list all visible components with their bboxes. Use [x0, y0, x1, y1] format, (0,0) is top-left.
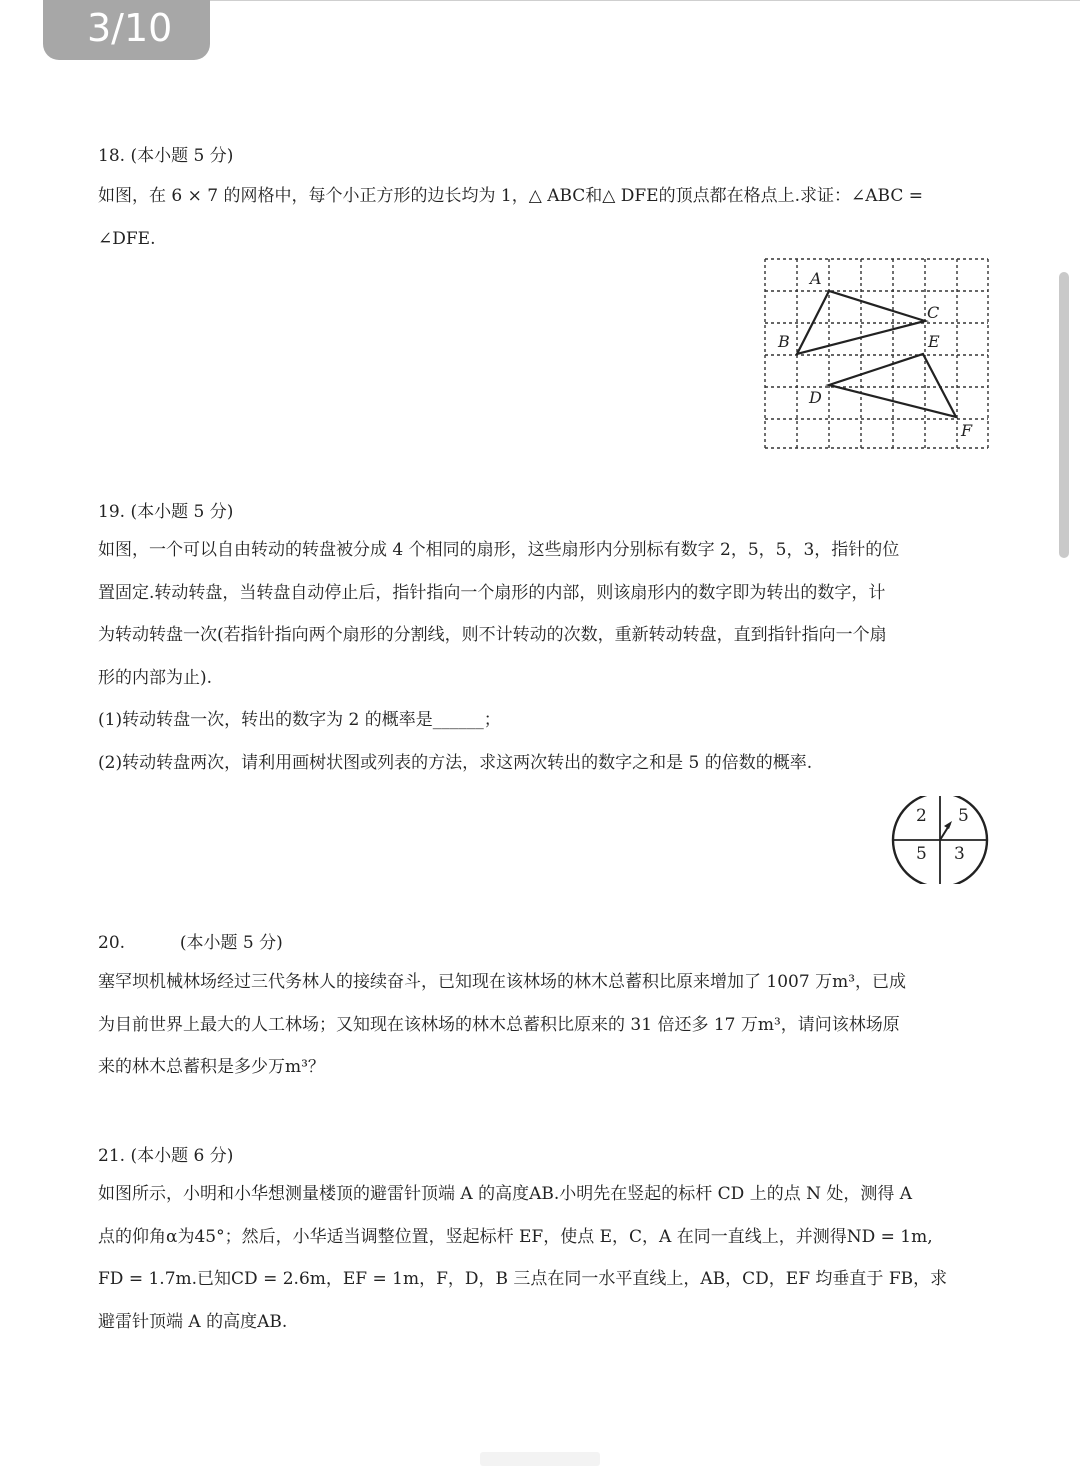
q20-number: 20.: [98, 933, 126, 953]
label-B: B: [778, 332, 790, 351]
q19-line: 置固定.转动转盘，当转盘自动停止后，指针指向一个扇形的内部，则该扇形内的数字即为转出的数字，计: [98, 582, 886, 603]
label-A: A: [810, 269, 822, 288]
q19-body: [98, 529, 984, 784]
label-D: D: [809, 388, 822, 407]
q20-heading: [98, 928, 283, 953]
q21-line: FD = 1.7m.已知CD = 2.6m，EF = 1m，F，D，B 三点在同一水平直线上，AB，CD，EF 均垂直于 FB，求: [98, 1269, 948, 1289]
q19-heading: 19. (本小题 5 分): [98, 502, 234, 522]
q19-line: 为转动转盘一次(若指针指向两个扇形的分割线，则不计转动的次数，重新转动转盘，直到指针指向一个扇: [98, 625, 887, 645]
top-divider: [210, 0, 1080, 1]
q20-body: [98, 961, 984, 1089]
q19-part1: (1)转动转盘一次，转出的数字为 2 的概率是______；: [98, 710, 501, 730]
scrollbar-thumb[interactable]: [1059, 272, 1069, 558]
label-F: F: [961, 421, 973, 440]
q21-line: 避雷针顶端 A 的高度AB.: [98, 1311, 288, 1332]
sector-number: 3: [954, 844, 965, 864]
q19-spinner-figure: [888, 796, 994, 884]
label-C: C: [927, 303, 940, 322]
q20-score: (本小题 5 分): [179, 933, 283, 953]
sector-number: 2: [916, 806, 927, 826]
q19-line: 如图，一个可以自由转动的转盘被分成 4 个相同的扇形，这些扇形内分别标有数字 2，5，5，3，指针的位: [98, 540, 900, 560]
sector-number: 5: [916, 844, 927, 864]
q18-body: [98, 175, 984, 260]
watermark-smudge: [480, 1452, 600, 1466]
q19-line: 形的内部为止).: [98, 667, 213, 688]
q20-line: 塞罕坝机械林场经过三代务林人的接续奋斗，已知现在该林场的林木总蓄积比原来增加了 1007 万m³，已成: [98, 972, 907, 992]
q21-line: 如图所示，小明和小华想测量楼顶的避雷针顶端 A 的高度AB.小明先在竖起的标杆 CD 上的点 N 处，测得 A: [98, 1184, 913, 1204]
q18-grid-figure: [760, 255, 1000, 455]
q21-line: 点的仰角α为45°；然后，小华适当调整位置，竖起标杆 EF，使点 E，C，A 在同一直线上，并测得ND = 1m,: [98, 1226, 933, 1247]
q18-line: 如图，在 6 × 7 的网格中，每个小正方形的边长均为 1，△ ABC和△ DFE的顶点都在格点上.求证：∠ABC =: [98, 186, 923, 206]
q20-line: 为目前世界上最大的人工林场；又知现在该林场的林木总蓄积比原来的 31 倍还多 17 万m³，请问该林场原: [98, 1014, 900, 1035]
q20-line: 来的林木总蓄积是多少万m³？: [98, 1057, 325, 1077]
sector-number: 5: [958, 806, 969, 826]
q21-body: [98, 1173, 984, 1343]
label-E: E: [928, 332, 940, 351]
q18-line: ∠DFE.: [98, 228, 156, 249]
q21-heading: 21. (本小题 6 分): [98, 1146, 234, 1166]
q18-heading: 18. (本小题 5 分): [98, 146, 234, 166]
page-indicator: 3/10: [43, 0, 210, 60]
q19-part2: (2)转动转盘两次，请利用画树状图或列表的方法，求这两次转出的数字之和是 5 的倍数的概率.: [98, 752, 813, 773]
